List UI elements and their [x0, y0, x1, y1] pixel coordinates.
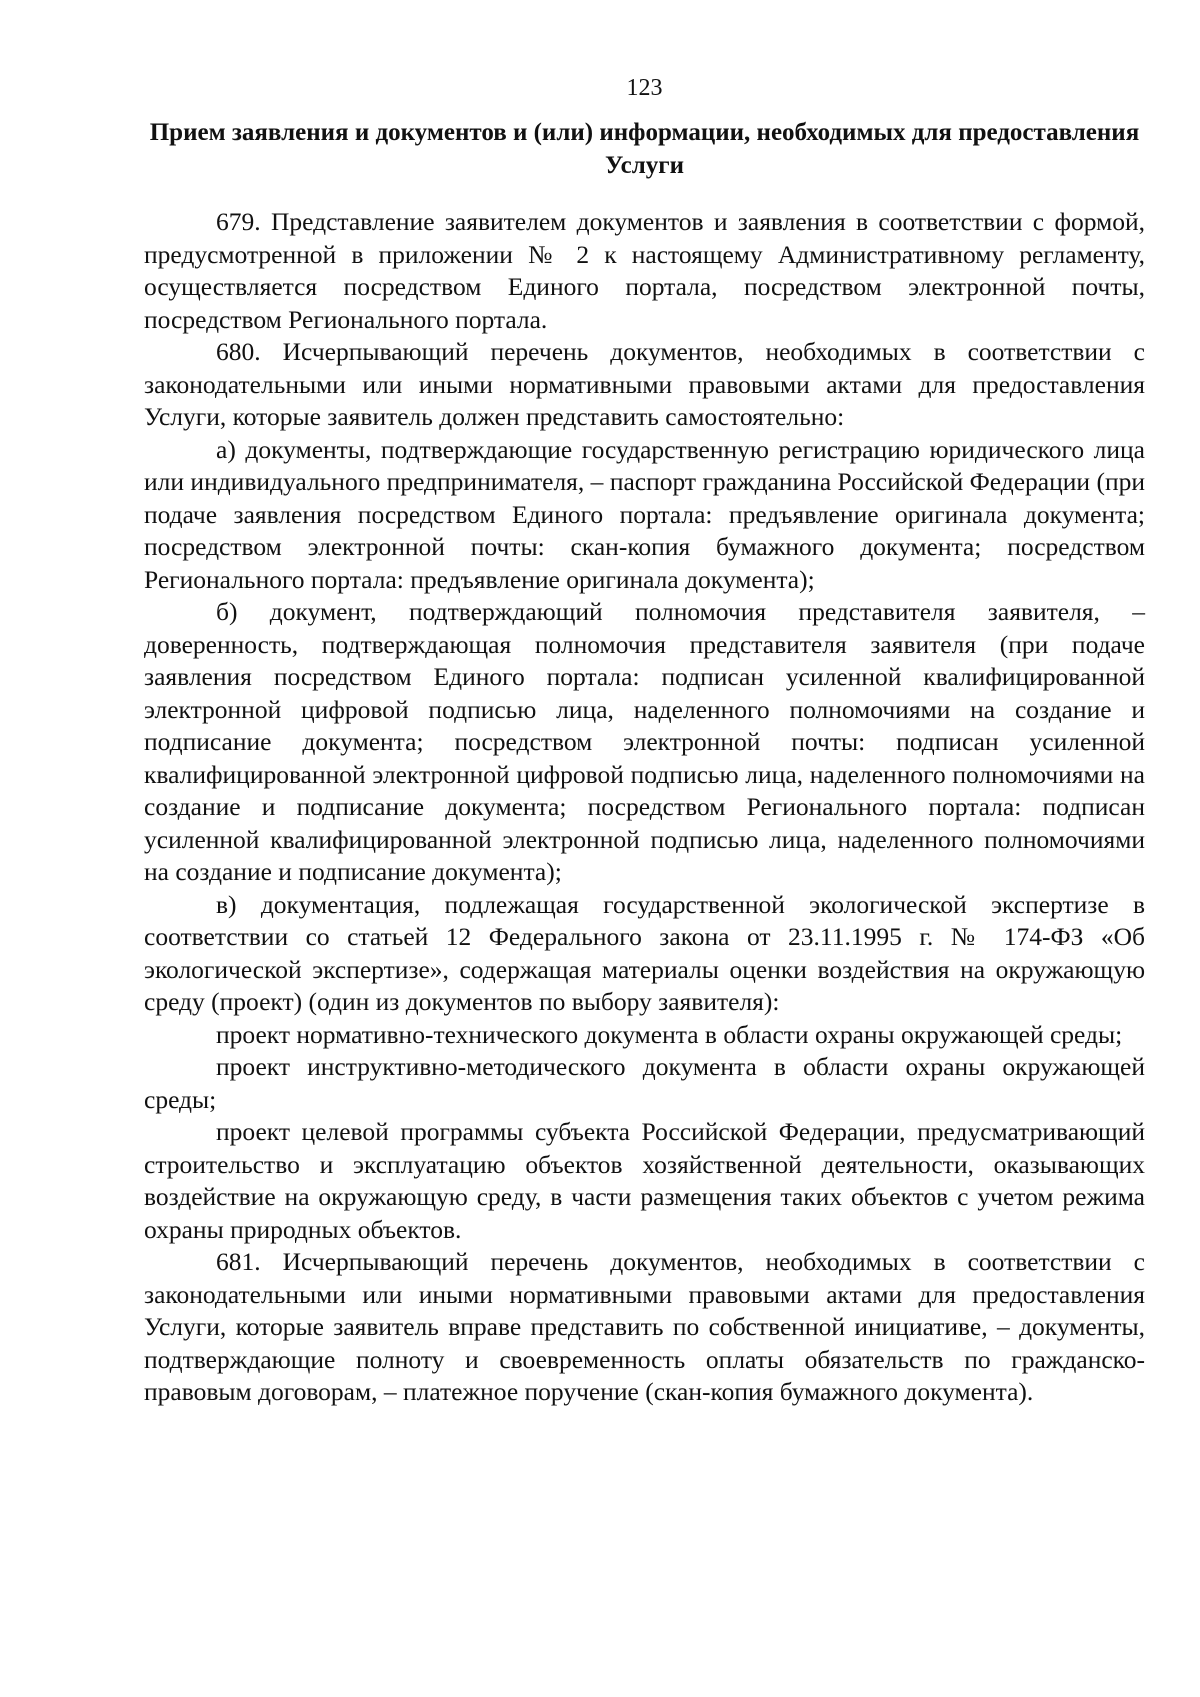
list-item-instructive-methodical: проект инструктивно-методического документа в области охраны окружающей среды; [144, 1052, 1145, 1114]
paragraph-680: 680. Исчерпывающий перечень документов, необходимых в соответствии с законодательными или иными нормативными правовыми актами для предоставления Услуги, которые заявитель должен представить самостоятельно: [144, 337, 1145, 431]
paragraph-680-v: в) документация, подлежащая государственной экологической экспертизе в соответствии со статьей 12 Федерального закона от 23.11.1995 г. № 174-ФЗ «Об экологической экспертизе», содержащая материалы оценки воздействия на окружающую среду (проект) (один из документов по выбору заявителя): [144, 889, 1145, 1016]
paragraph-680-b: б) документ, подтверждающий полномочия представителя заявителя, – доверенность, подтверждающая полномочия представителя заявителя (при подаче заявления посредством Единого портала: подписан усиленной квалифицированной электронной цифровой подписью лица, наделенного полномочиями на создание и подписание документа; посредством электронной почты: подписан усиленной квалифицированной электронной цифровой подписью лица, наделенного полномочиями на создание и подписание документа; посредством Регионального портала: подписан усиленной квалифицированной электронной подписью лица, наделенного полномочиями на создание и подписание документа); [144, 597, 1145, 886]
document-body [144, 206, 1145, 1409]
paragraph-679: 679. Представление заявителем документов и заявления в соответствии с формой, предусмотренной в приложении № 2 к настоящему Административному регламенту, осуществляется посредством Единого портала, посредством электронной почты, посредством Регионального портала. [144, 207, 1145, 334]
list-item-normative-technical: проект нормативно-технического документа в области охраны окружающей среды; [216, 1019, 1123, 1049]
paragraph-681: 681. Исчерпывающий перечень документов, необходимых в соответствии с законодательными или иными нормативными правовыми актами для предоставления Услуги, которые заявитель вправе представить по собственной инициативе, – документы, подтверждающие полноту и своевременность оплаты обязательств по гражданско-правовым договорам, – платежное поручение (скан-копия бумажного документа). [144, 1247, 1145, 1406]
paragraph-680-a: а) документы, подтверждающие государственную регистрацию юридического лица или индивидуального предпринимателя, – паспорт гражданина Российской Федерации (при подаче заявления посредством Единого портала: предъявление оригинала документа; посредством электронной почты: скан-копия бумажного документа; посредством Регионального портала: предъявление оригинала документа); [144, 434, 1145, 594]
list-item-target-program: проект целевой программы субъекта Российской Федерации, предусматривающий строительство и эксплуатацию объектов хозяйственной деятельности, оказывающих воздействие на окружающую среду, в части размещения таких объектов с учетом режима охраны природных объектов. [144, 1117, 1145, 1244]
section-title: Прием заявления и документов и (или) информации, необходимых для предоставления Услуги [149, 119, 1140, 179]
page-number: 123 [626, 75, 663, 101]
